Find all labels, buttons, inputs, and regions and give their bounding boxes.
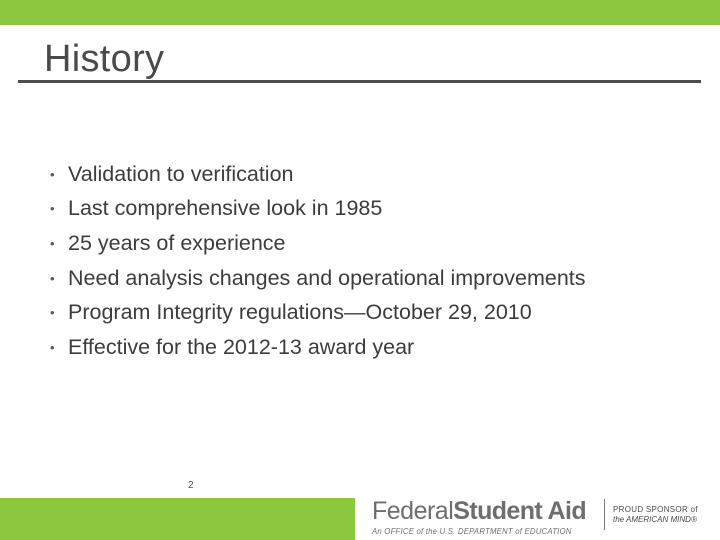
bullet-icon: • (50, 339, 55, 355)
bullet-text: 25 years of experience (68, 230, 286, 255)
bullet-text: Program Integrity regulations—October 29, 2010 (68, 300, 532, 325)
bullet-text: Need analysis changes and operational improvements (68, 265, 586, 290)
bullet-item-5 (50, 295, 586, 330)
title-underline (18, 80, 701, 83)
bullet-icon: • (50, 305, 55, 321)
bullet-item-1 (50, 157, 586, 192)
bullet-item-2 (50, 192, 586, 227)
logo-wordmark (372, 497, 586, 526)
bullet-text: Effective for the 2012-13 award year (68, 334, 415, 359)
sponsor-line-1: PROUD SPONSOR of (613, 505, 698, 514)
bullet-text: Last comprehensive look in 1985 (68, 196, 383, 221)
bullet-item-6 (50, 330, 586, 365)
bullet-text: Validation to verification (68, 161, 294, 186)
bullet-icon: • (50, 166, 55, 182)
federal-student-aid-logo (372, 497, 586, 536)
bullet-list (50, 157, 586, 365)
logo-divider (604, 499, 605, 530)
logo-student-aid-text: Student Aid (453, 497, 586, 525)
logo-federal-text: Federal (372, 497, 454, 525)
sponsor-line-2: the AMERICAN MIND® (613, 515, 697, 524)
bullet-icon: • (50, 270, 55, 286)
footer-accent-band (0, 498, 355, 540)
logo-subtitle: An OFFICE of the U.S. DEPARTMENT of EDUCATION (372, 527, 572, 536)
bullet-item-4 (50, 261, 586, 296)
bullet-icon: • (50, 201, 55, 217)
page-number: 2 (188, 480, 194, 491)
bullet-icon: • (50, 235, 55, 251)
sponsor-tagline (613, 505, 698, 525)
bullet-item-3 (50, 226, 586, 261)
top-accent-band (0, 0, 720, 25)
slide-title: History (44, 38, 165, 80)
